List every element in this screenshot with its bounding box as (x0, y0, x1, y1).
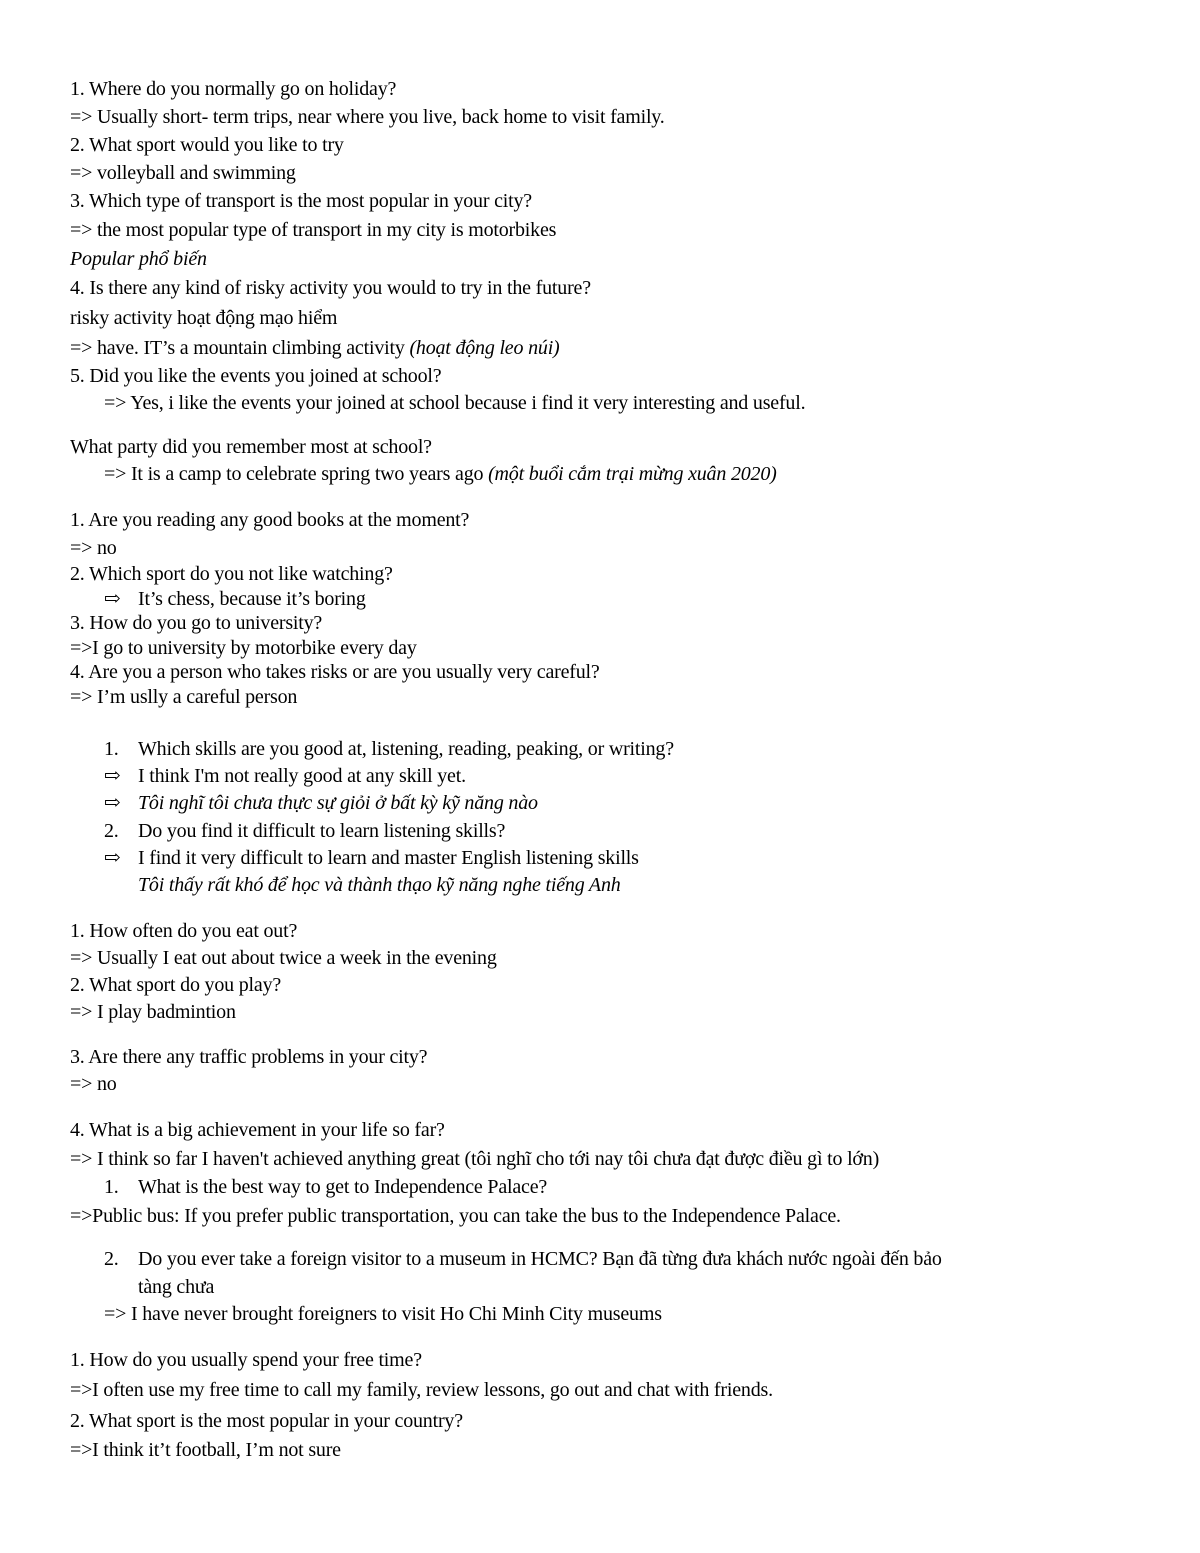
answer-skills-text: I think I'm not really good at any skill yet. (138, 765, 466, 787)
answer-sport-try: => volleyball and swimming (70, 162, 296, 184)
question-free-time: 1. How do you usually spend your free time? (70, 1349, 422, 1371)
arrow-icon: ⇨ (104, 847, 121, 869)
question-party: What party did you remember most at school? (70, 436, 432, 458)
answer-listening-translation: Tôi thấy rất khó để học và thành thạo kỹ năng nghe tiếng Anh (138, 874, 621, 896)
question-museum (104, 1246, 942, 1272)
question-transport: 3. Which type of transport is the most popular in your city? (70, 190, 532, 212)
list-number: 2. (104, 820, 119, 842)
answer-popular-sport: =>I think it’t football, I’m not sure (70, 1439, 341, 1461)
question-risks: 4. Are you a person who takes risks or are you usually very careful? (70, 661, 600, 683)
question-achievement: 4. What is a big achievement in your life so far? (70, 1119, 445, 1141)
question-palace (104, 1174, 547, 1200)
question-museum-continued: tàng chưa (138, 1276, 215, 1298)
answer-party (104, 461, 777, 487)
question-events: 5. Did you like the events you joined at school? (70, 365, 442, 387)
answer-free-time: =>I often use my free time to call my family, review lessons, go out and chat with friends. (70, 1379, 773, 1401)
question-sport-watch: 2. Which sport do you not like watching? (70, 563, 393, 585)
answer-sport-play: => I play badmintion (70, 1001, 236, 1023)
question-palace-text: What is the best way to get to Independence Palace? (138, 1176, 548, 1198)
answer-transport: => the most popular type of transport in my city is motorbikes (70, 219, 557, 241)
answer-sport-watch (104, 586, 366, 612)
question-sport-play: 2. What sport do you play? (70, 974, 282, 996)
answer-books: => no (70, 537, 117, 559)
answer-risks: => I’m uslly a careful person (70, 686, 298, 708)
answer-museum: => I have never brought foreigners to visit Ho Chi Minh City museums (104, 1303, 662, 1325)
question-books: 1. Are you reading any good books at the moment? (70, 509, 470, 531)
answer-skills-translation (104, 790, 538, 816)
list-number: 1. (104, 1176, 119, 1198)
note-popular: Popular phổ biến (70, 248, 207, 270)
note-risky: risky activity hoạt động mạo hiểm (70, 307, 338, 329)
answer-listening-text: I find it very difficult to learn and master English listening skills (138, 847, 639, 869)
answer-risky-text: => have. IT’s a mountain climbing activity (70, 337, 410, 359)
answer-holiday: => Usually short- term trips, near where you live, back home to visit family. (70, 106, 665, 128)
question-listening (104, 818, 505, 844)
arrow-icon: ⇨ (104, 792, 121, 814)
question-risky: 4. Is there any kind of risky activity you would to try in the future? (70, 277, 591, 299)
answer-university: =>I go to university by motorbike every day (70, 637, 417, 659)
question-museum-text: Do you ever take a foreign visitor to a museum in HCMC? Bạn đã từng đưa khách nước ngoài đến bảo (138, 1248, 942, 1270)
answer-sport-watch-text: It’s chess, because it’s boring (138, 588, 366, 610)
question-skills (104, 736, 674, 762)
question-university: 3. How do you go to university? (70, 612, 323, 634)
question-sport-try: 2. What sport would you like to try (70, 134, 344, 156)
list-number: 2. (104, 1248, 119, 1270)
answer-party-translation: (một buổi cắm trại mừng xuân 2020) (488, 463, 777, 485)
answer-palace: =>Public bus: If you prefer public transportation, you can take the bus to the Independence Palace. (70, 1205, 841, 1227)
answer-risky-translation: (hoạt động leo núi) (409, 337, 560, 359)
arrow-icon: ⇨ (104, 588, 121, 610)
list-number: 1. (104, 738, 119, 760)
answer-eat-out: => Usually I eat out about twice a week in the evening (70, 947, 497, 969)
question-eat-out: 1. How often do you eat out? (70, 920, 298, 942)
question-popular-sport: 2. What sport is the most popular in your country? (70, 1410, 463, 1432)
answer-skills (104, 763, 466, 789)
answer-risky (70, 335, 560, 361)
answer-traffic: => no (70, 1073, 117, 1095)
answer-party-text: => It is a camp to celebrate spring two years ago (104, 463, 489, 485)
question-traffic: 3. Are there any traffic problems in your city? (70, 1046, 428, 1068)
question-skills-text: Which skills are you good at, listening, reading, peaking, or writing? (138, 738, 674, 760)
answer-skills-translation-text: Tôi nghĩ tôi chưa thực sự giỏi ở bất kỳ kỹ năng nào (138, 792, 538, 814)
question-listening-text: Do you find it difficult to learn listening skills? (138, 820, 506, 842)
answer-achievement: => I think so far I haven't achieved anything great (tôi nghĩ cho tới nay tôi chưa đạt được điều gì to lớn) (70, 1148, 880, 1170)
answer-listening (104, 845, 639, 871)
question-holiday: 1. Where do you normally go on holiday? (70, 78, 397, 100)
answer-events: => Yes, i like the events your joined at school because i find it very interesting and useful. (104, 392, 806, 414)
arrow-icon: ⇨ (104, 765, 121, 787)
